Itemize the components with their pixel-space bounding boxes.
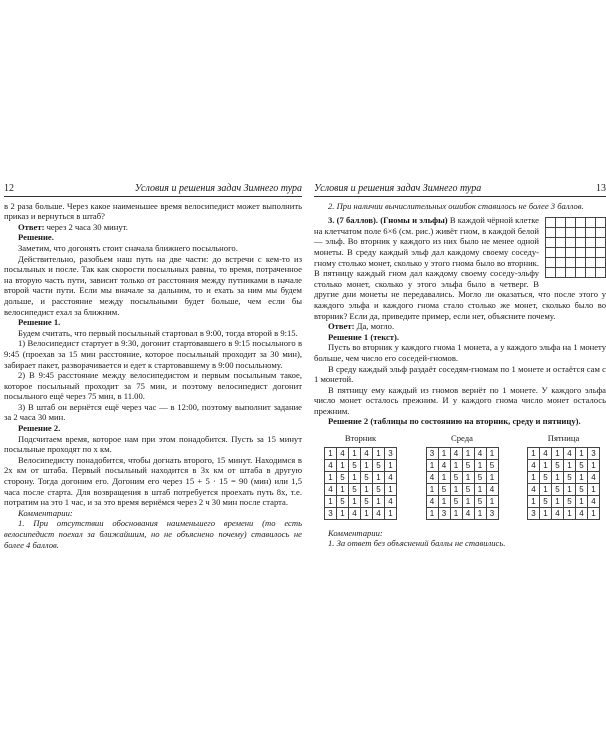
coin-table-cell: 5 [552, 483, 564, 495]
left-paragraph-2: Заметим, что догонять стоит сначала ближнего посыльного. [18, 242, 238, 253]
right-paragraph-1: Пусть во вторник у каждого гнома 1 монета, а у каждого эльфа на 1 монету больше, чем число его соседей-гномов. [314, 342, 606, 363]
coin-table-row [528, 459, 600, 471]
coin-tables [324, 433, 600, 520]
coin-table-cell: 4 [450, 447, 462, 459]
left-paragraph-6: 2) В 9:45 расстояние между велосипедистом и первым посыльным такое, которое посыльный проходит за 75 мин, и поэтому велосипедист догонит посыльного ещё через 75 мин, в 11.00. [4, 370, 302, 402]
coin-table-cell: 1 [373, 495, 385, 507]
grid-row [546, 248, 606, 258]
coin-table-cell: 1 [462, 495, 474, 507]
left-answer [4, 222, 302, 233]
coin-table-cell: 1 [337, 507, 349, 519]
coin-table-caption: Пятница [547, 433, 580, 444]
coin-table-cell: 1 [426, 507, 438, 519]
right-paragraph-2: В среду каждый эльф раздаёт соседям-гномам по 1 монете и остаётся сам с 1 монетой. [314, 363, 606, 385]
left-header-title: Условия и решения задач Зимнего тура [134, 183, 302, 194]
coin-table-cell: 4 [552, 507, 564, 519]
coin-table-row [325, 507, 397, 519]
coin-table-cell: 1 [349, 495, 361, 507]
grid-cell [596, 248, 606, 258]
answer-label: Ответ: [328, 321, 355, 332]
coin-table-cell: 3 [385, 447, 397, 459]
grid-row [546, 228, 606, 238]
coin-table-cell: 5 [540, 495, 552, 507]
coin-table-cell: 5 [474, 495, 486, 507]
coin-table-cell: 1 [361, 459, 373, 471]
grid-cell [576, 218, 586, 228]
coin-table-cell: 4 [462, 507, 474, 519]
coin-table-cell: 5 [373, 459, 385, 471]
coin-table-cell: 1 [438, 471, 450, 483]
checkerboard-6x6 [545, 217, 606, 278]
answer-label: Ответ: [18, 221, 45, 232]
coin-table-row [426, 507, 498, 519]
coin-table-cell: 4 [361, 447, 373, 459]
grid-cell [546, 248, 556, 258]
coin-table-cell: 1 [337, 459, 349, 471]
grid-cell [596, 228, 606, 238]
coin-table-row [325, 447, 397, 459]
coin-table-cell: 1 [552, 447, 564, 459]
coin-table-cell: 1 [576, 471, 588, 483]
coin-table-cell: 4 [337, 447, 349, 459]
coin-table-cell: 4 [588, 471, 600, 483]
coin-table-caption: Вторник [344, 433, 377, 444]
left-solution-1-label: Решение 1. [18, 317, 61, 328]
coin-table-cell: 4 [588, 495, 600, 507]
coin-table-cell: 4 [474, 447, 486, 459]
coin-table-cell: 1 [325, 471, 337, 483]
coin-table-cell: 4 [349, 507, 361, 519]
right-answer [314, 321, 606, 332]
coin-table-cell: 4 [426, 471, 438, 483]
coin-table-row [426, 447, 498, 459]
grid-cell [586, 238, 596, 248]
left-paragraph-7: 3) В штаб он вернётся ещё через час — в 12:00, поэтому выполнит задание за 2 часа 30 мин. [4, 401, 302, 423]
coin-table-cell: 5 [540, 471, 552, 483]
right-comments-label: Комментарии: [328, 527, 383, 538]
grid-cell [576, 268, 586, 278]
coin-table-cell: 5 [373, 483, 385, 495]
coin-table-cell: 1 [474, 459, 486, 471]
coin-table-cell: 1 [385, 483, 397, 495]
coin-table-cell: 4 [325, 459, 337, 471]
coin-table-cell: 4 [486, 483, 498, 495]
coin-table-cell: 5 [438, 483, 450, 495]
grid-cell [556, 268, 566, 278]
coin-table-cell: 3 [325, 507, 337, 519]
coin-table-cell: 4 [438, 459, 450, 471]
coin-table-cell: 1 [564, 507, 576, 519]
coin-table-cell: 5 [337, 471, 349, 483]
coin-table-cell: 1 [540, 483, 552, 495]
left-solution-label: Решение. [18, 232, 54, 243]
left-paragraph-5: 1) Велосипедист стартует в 9:30, догонит стартовавшего в 9:15 посыльного в 9:45 (проехав за 15 мин расстояние, которое посыльный проходит за 30 мин), забирает пакет, разворачивается и едет к стартовавшему в 9:00 посыльному. [4, 338, 302, 370]
coin-table-row [528, 471, 600, 483]
coin-table-row [325, 471, 397, 483]
grid-cell [586, 248, 596, 258]
coin-table-row [325, 459, 397, 471]
coin-table-row [528, 507, 600, 519]
grid-cell [566, 228, 576, 238]
coin-table-cell: 5 [462, 483, 474, 495]
grid-cell [546, 238, 556, 248]
coin-table-cell: 1 [462, 447, 474, 459]
coin-table-cell: 5 [564, 471, 576, 483]
coin-table-cell: 1 [588, 507, 600, 519]
grid-cell [596, 258, 606, 268]
coin-table-cell: 4 [426, 495, 438, 507]
coin-table-cell: 1 [528, 471, 540, 483]
coin-table-cell: 1 [540, 507, 552, 519]
coin-table-cell: 4 [385, 471, 397, 483]
coin-table-cell: 1 [450, 507, 462, 519]
coin-table-cell: 1 [486, 447, 498, 459]
grid-cell [556, 228, 566, 238]
left-comment-1: 1. При отсутствии обоснования наименьшего времени (то есть велосипедист поехал за ближайшим, но не объяснено почему) ставилось не более 4 баллов. [4, 518, 302, 550]
left-paragraph-1: в 2 раза больше. Через какое наименьшее время велосипедист может выполнить приказ и вернуться в штаб? [4, 200, 302, 222]
coin-table-cell: 1 [474, 507, 486, 519]
coin-table-cell: 5 [486, 459, 498, 471]
grid-cell [556, 238, 566, 248]
grid-cell [576, 248, 586, 258]
coin-table-cell: 1 [564, 459, 576, 471]
coin-table-cell: 1 [373, 447, 385, 459]
grid-cell [566, 218, 576, 228]
grid-row [546, 258, 606, 268]
left-page-number: 12 [4, 183, 14, 194]
coin-table-cell: 1 [576, 495, 588, 507]
grid-cell [596, 268, 606, 278]
coin-table-cell: 1 [373, 471, 385, 483]
coin-table-cell: 4 [528, 459, 540, 471]
coin-table-cell: 1 [438, 447, 450, 459]
grid-cell [586, 218, 596, 228]
coin-table-row [426, 459, 498, 471]
coin-table-cell: 1 [426, 459, 438, 471]
coin-table-caption: Среда [451, 433, 473, 444]
coin-table-cell: 1 [486, 495, 498, 507]
answer-text: Да, могло. [354, 321, 395, 332]
coin-table-row [426, 483, 498, 495]
coin-table-cell: 4 [385, 495, 397, 507]
grid-cell [586, 268, 596, 278]
coin-table-cell: 1 [450, 483, 462, 495]
grid-cell [556, 258, 566, 268]
right-comment-2: 2. При наличии вычислительных ошибок ставилось не более 3 баллов. [328, 200, 584, 211]
coin-table [324, 447, 397, 520]
coin-table-cell: 5 [450, 471, 462, 483]
coin-table-cell: 1 [552, 495, 564, 507]
coin-table-cell: 3 [528, 507, 540, 519]
coin-table-cell: 4 [325, 483, 337, 495]
coin-table-cell: 4 [576, 507, 588, 519]
grid-cell [596, 218, 606, 228]
right-solution-1-label: Решение 1 (текст). [328, 331, 400, 342]
coin-table-cell: 1 [564, 483, 576, 495]
coin-table-cell: 3 [588, 447, 600, 459]
left-paragraph-9: Велосипедисту понадобится, чтобы догнать второго, 15 минут. Находимся в 2x км от штаба. Первый посыльный находится в 3x км от штаба в другую сторону. Тогда догоним его. Догоним его через 15 + 5 · 15 = 90 (мин) или 1,5 часа после старта. Для возвращения в штаб потребуется проехать путь 8x, т.е. потратим на это 1 час, и за это время вернёмся через 2 ч 30 мин после старта. [4, 454, 302, 508]
coin-table-cell: 5 [576, 483, 588, 495]
coin-table-cell: 1 [385, 507, 397, 519]
coin-table-cell: 1 [552, 471, 564, 483]
grid-cell [576, 238, 586, 248]
right-page [314, 184, 606, 549]
coin-table-cell: 5 [576, 459, 588, 471]
coin-table-cell: 1 [540, 459, 552, 471]
coin-table-cell: 1 [486, 471, 498, 483]
right-paragraph-3: В пятницу ему каждый из гномов вернёт по 1 монете. У каждого эльфа число монет осталось прежним. И у каждого гнома число монет осталось прежним. [314, 384, 606, 416]
grid-cell [566, 238, 576, 248]
coin-table-cell: 1 [588, 483, 600, 495]
coin-table-cell: 4 [373, 507, 385, 519]
coin-table-cell: 3 [426, 447, 438, 459]
grid-cell [586, 258, 596, 268]
coin-table-cell: 1 [588, 459, 600, 471]
coin-table-cell: 1 [438, 495, 450, 507]
left-page-header [4, 184, 302, 197]
coin-table-block [324, 433, 397, 520]
problem-text: В каждой чёрной клетке на клетчатом поле 6×6 (см. рис.) живёт гном, в каждой белой — эльф. Во вторник у каждого из них было не менее одной монеты. В среду каждый эльф дал каждому своему соседу-гному столько монет, сколько у этого гнома было во вторник. В пятницу каждый гном дал каждому своему соседу-эльфу столько монет, сколько у этого эльфа было в четверг. В другие дни монеты не передавались. Могло ли оказаться, что после этого у каждого эльфа и каждого гнома стало столько же монет, сколько было во вторник? Если да, приведите пример, если нет, объясните почему. [314, 215, 606, 321]
left-page [4, 184, 302, 550]
coin-table-cell: 1 [361, 483, 373, 495]
left-solution-2-label: Решение 2. [18, 423, 61, 434]
coin-table-row [426, 495, 498, 507]
coin-table-cell: 3 [486, 507, 498, 519]
coin-table-cell: 1 [426, 483, 438, 495]
coin-table-cell: 1 [528, 495, 540, 507]
coin-table-cell: 1 [462, 471, 474, 483]
grid-cell [556, 218, 566, 228]
coin-table-cell: 5 [564, 495, 576, 507]
coin-table-cell: 5 [552, 459, 564, 471]
coin-table-cell: 4 [528, 483, 540, 495]
coin-table-cell: 1 [361, 507, 373, 519]
coin-table-block [426, 433, 499, 520]
checkerboard-figure [545, 217, 606, 278]
grid-row [546, 238, 606, 248]
left-paragraph-3: Действительно, разобьем наш путь на две части: до встречи с кем-то из посыльных и после. Так как скорости посыльных равны, то время, потраченное на вторую часть пути, зависит только от расстояния между путниками в начале второй части пути. Если мы вначале за дальним, то и ехать за ним мы будем дольше, и расстояние между посыльными будет больше, чем если бы велосипедист ехал за ближним. [4, 253, 302, 317]
coin-table [426, 447, 499, 520]
right-page-header [314, 184, 606, 197]
grid-cell [546, 228, 556, 238]
grid-cell [566, 248, 576, 258]
grid-cell [546, 258, 556, 268]
right-comment-3: 1. За ответ без объяснений баллы не ставились. [328, 538, 506, 549]
grid-cell [596, 238, 606, 248]
coin-table-cell: 1 [385, 459, 397, 471]
right-header-title: Условия и решения задач Зимнего тура [314, 183, 482, 194]
grid-row [546, 268, 606, 278]
coin-table-cell: 5 [349, 459, 361, 471]
right-solution-2-label: Решение 2 (таблицы по состоянию на вторник, среду и пятницу). [328, 416, 581, 427]
coin-table-row [528, 495, 600, 507]
coin-table-cell: 3 [438, 507, 450, 519]
grid-row [546, 218, 606, 228]
grid-cell [566, 258, 576, 268]
answer-text: через 2 часа 30 минут. [44, 221, 128, 232]
coin-table-cell: 1 [349, 447, 361, 459]
coin-table-row [528, 483, 600, 495]
coin-table-cell: 1 [349, 471, 361, 483]
coin-table-row [528, 447, 600, 459]
left-comments-label: Комментарии: [18, 507, 73, 518]
coin-table-cell: 4 [564, 447, 576, 459]
coin-table-cell: 1 [325, 447, 337, 459]
coin-table-cell: 1 [325, 495, 337, 507]
coin-table-cell: 1 [474, 483, 486, 495]
coin-table-cell: 1 [576, 447, 588, 459]
coin-table-row [325, 495, 397, 507]
grid-cell [566, 268, 576, 278]
coin-table-row [426, 471, 498, 483]
left-paragraph-8: Подсчитаем время, которое нам при этом понадобится. Пусть за 15 минут посыльные проходят по x км. [4, 433, 302, 455]
grid-cell [586, 228, 596, 238]
coin-table-cell: 5 [450, 495, 462, 507]
coin-table-row [325, 483, 397, 495]
coin-table-cell: 1 [337, 483, 349, 495]
grid-cell [546, 268, 556, 278]
grid-cell [576, 258, 586, 268]
grid-cell [576, 228, 586, 238]
coin-table-cell: 5 [462, 459, 474, 471]
coin-table-cell: 5 [361, 471, 373, 483]
coin-table-block [527, 433, 600, 520]
grid-cell [556, 248, 566, 258]
grid-cell [546, 218, 556, 228]
coin-table-cell: 4 [540, 447, 552, 459]
coin-table-cell: 5 [337, 495, 349, 507]
left-paragraph-4: Будем считать, что первый посыльный стартовал в 9:00, тогда второй в 9:15. [18, 327, 298, 338]
coin-table-cell: 5 [361, 495, 373, 507]
coin-table-cell: 5 [349, 483, 361, 495]
coin-table [527, 447, 600, 520]
right-page-number: 13 [596, 183, 606, 194]
problem-label: 3. (7 баллов). (Гномы и эльфы) [328, 215, 448, 226]
coin-table-cell: 1 [528, 447, 540, 459]
coin-table-cell: 5 [474, 471, 486, 483]
coin-table-cell: 1 [450, 459, 462, 471]
